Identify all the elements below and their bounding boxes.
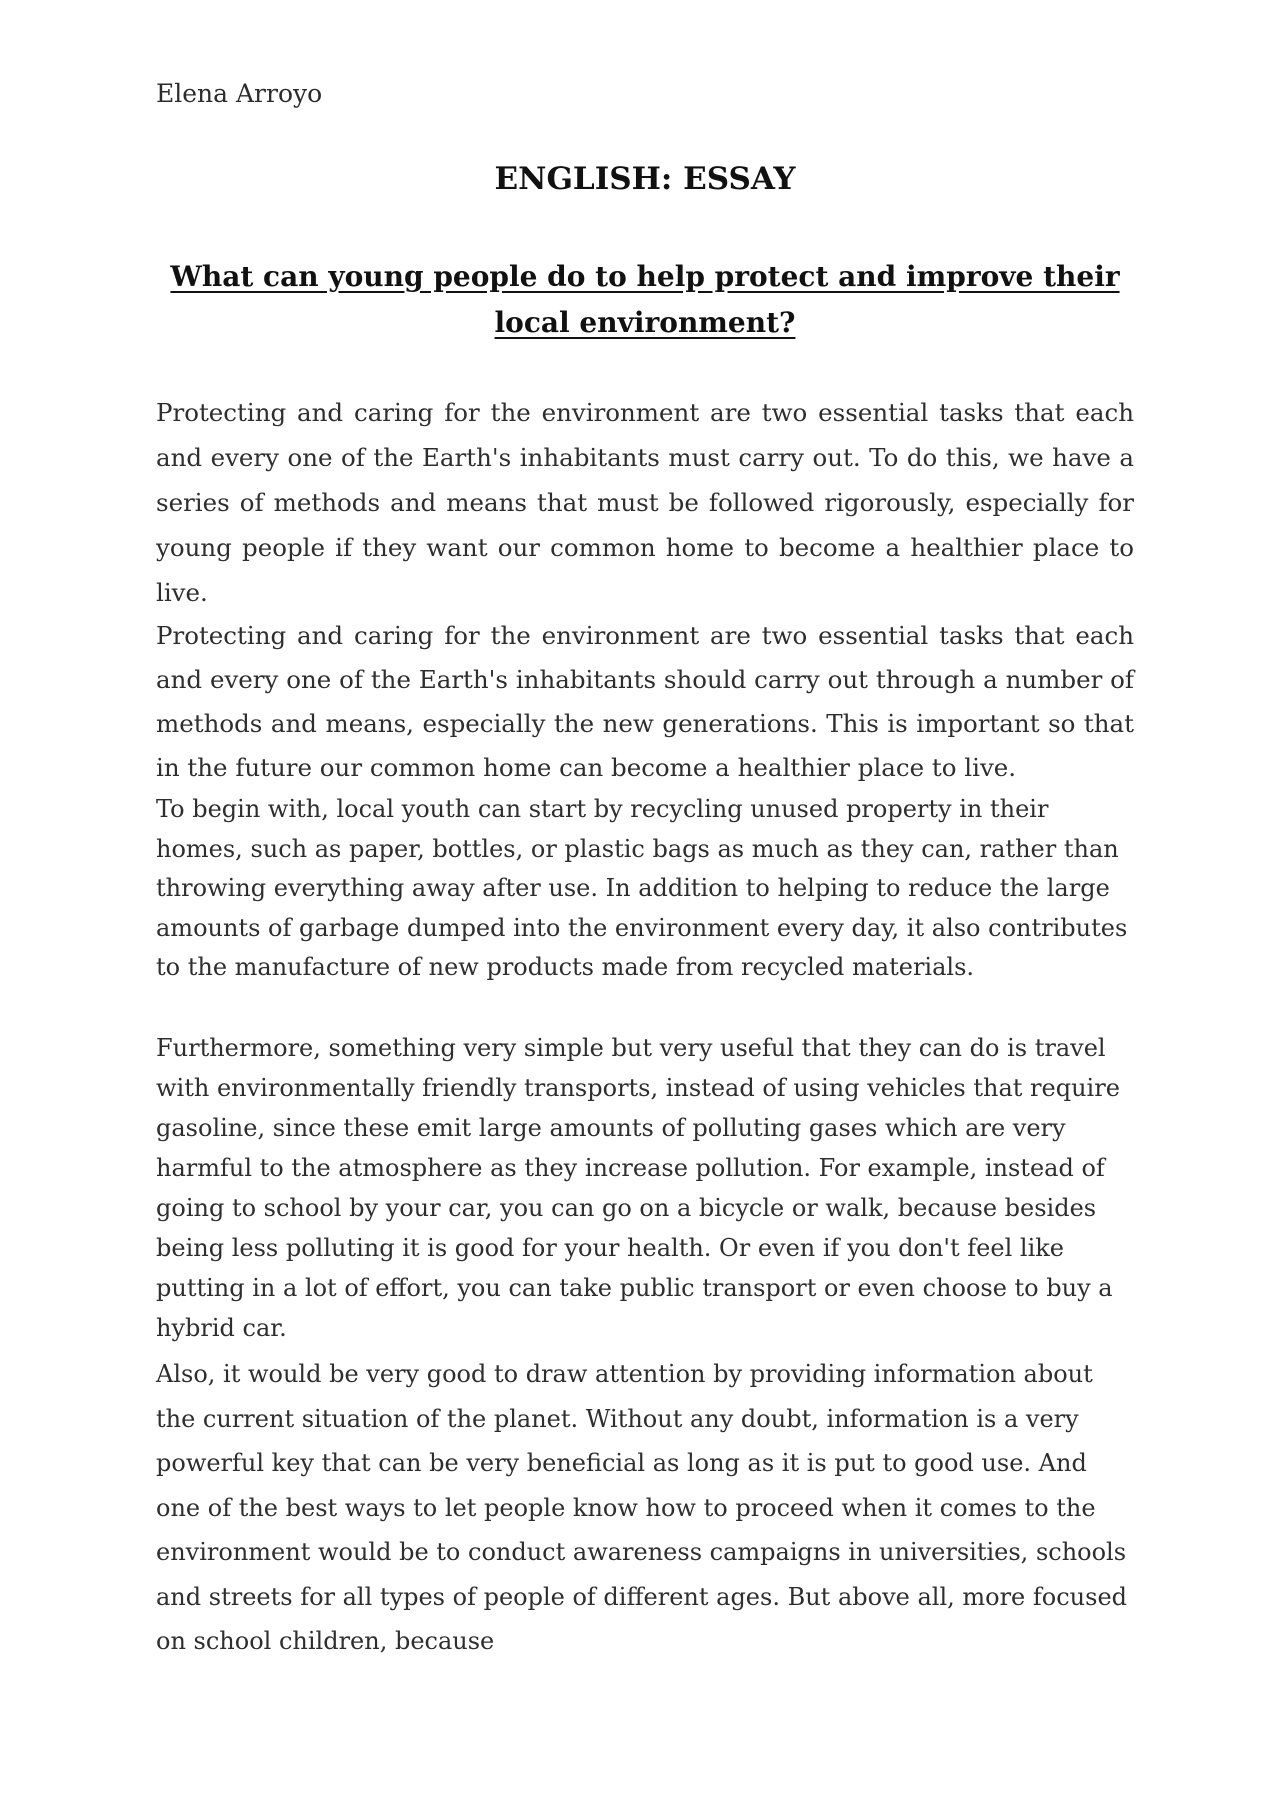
paragraph-intro-revised: Protecting and caring for the environment are two essential tasks that each and every one of the Earth's inhabitants should carry out through a number of methods and means, especially the new generations. This is important so that in the future our common home can become a healthier place to live. (156, 621, 1134, 782)
paragraph-awareness: Also, it would be very good to draw attention by providing information about the current situation of the planet. Without any doubt, information is a very powerful key that can be very beneficial as long as it is put to good use. And one of the best ways to let people know how to proceed when it comes to the environment would be to conduct awareness campaigns in universities, schools and streets for all types of people of different ages. But above all, more focused on school children, because (156, 1360, 1128, 1655)
author-name: Elena Arroyo (156, 79, 323, 108)
essay-title: ENGLISH: ESSAY (494, 161, 796, 197)
paragraph-recycling: To begin with, local youth can start by recycling unused property in their homes, such as paper, bottles, or plastic bags as much as they can, rather than throwing everything away after use. In addition to helping to reduce the large amounts of garbage dumped into the environment every day, it also contributes to the manufacture of new products made from recycled materials. (156, 795, 1128, 981)
paragraph-intro: Protecting and caring for the environment are two essential tasks that each and every one of the Earth's inhabitants must carry out. To do this, we have a series of methods and means that must be followed rigorously, especially for young people if they want our common home to become a healthier place to live. (156, 398, 1134, 607)
paragraph-transport: Furthermore, something very simple but very useful that they can do is travel with environmentally friendly transports, instead of using vehicles that require gasoline, since these emit large amounts of polluting gases which are very harmful to the atmosphere as they increase pollution. For example, instead of going to school by your car, you can go on a bicycle or walk, because besides being less polluting it is good for your health. Or even if you don't feel like putting in a lot of effort, you can take public transport or even choose to buy a hybrid car. (156, 1034, 1120, 1342)
essay-question: What can young people do to help protect and improve their local environment? (170, 260, 1120, 339)
